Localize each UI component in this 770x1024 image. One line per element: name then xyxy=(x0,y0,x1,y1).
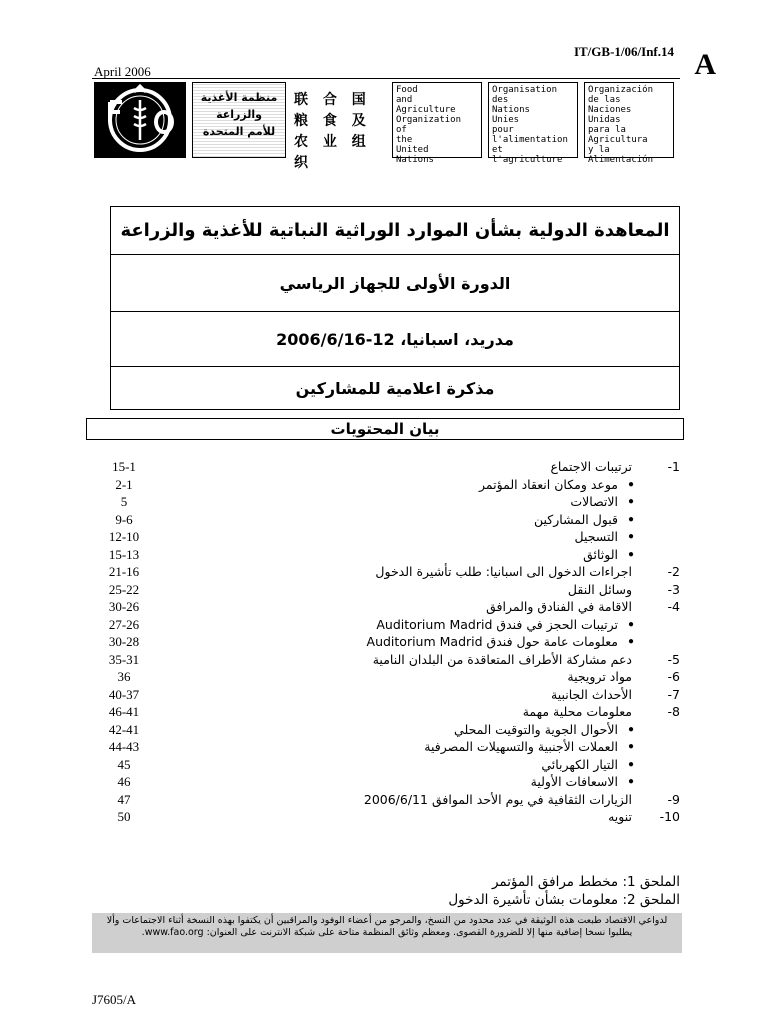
org-line: y la xyxy=(588,145,610,155)
org-line: United xyxy=(396,145,429,155)
toc-entry-title: الزيارات الثقافية في يوم الأحد الموافق 2006/6/11 xyxy=(363,791,632,807)
org-line: and xyxy=(396,95,413,105)
toc-entry xyxy=(0,616,770,633)
org-line: Food xyxy=(396,85,418,95)
toc-entry xyxy=(0,791,770,808)
org-line: Alimentación xyxy=(588,155,654,165)
toc-page-range: 21-16 xyxy=(108,564,140,579)
org-line: Agriculture xyxy=(396,105,456,115)
toc-page-range: 9-6 xyxy=(115,511,133,527)
chinese-org-name xyxy=(294,90,388,174)
toc-entry-title: مواد ترويجية xyxy=(567,669,632,684)
org-line: pour xyxy=(492,125,514,135)
toc-entry xyxy=(0,493,770,510)
toc-entry-title: الوثائق xyxy=(583,546,618,562)
toc-entry-number: -10 xyxy=(659,809,680,824)
toc-page-range: 46 xyxy=(117,774,131,789)
toc-entry-title: الأحداث الجانبية xyxy=(551,686,632,702)
header-rule xyxy=(92,78,680,79)
annex-2: الملحق 2: معلومات بشأن تأشيرة الدخول xyxy=(448,892,680,908)
arabic-org-line: للأمم المتحدة xyxy=(202,125,276,138)
org-line: Naciones xyxy=(588,105,632,115)
bullet-icon: ● xyxy=(627,636,634,647)
org-line: the xyxy=(396,135,413,145)
toc-entry-title: التسجيل xyxy=(574,529,618,544)
chinese-org-line: 农 业 组 织 xyxy=(294,134,371,171)
toc-entry-title: موعد ومكان انعقاد المؤتمر xyxy=(479,476,618,492)
toc-entry-number: -8 xyxy=(667,704,680,719)
toc-page-range: 15-1 xyxy=(112,459,136,474)
bullet-icon: ● xyxy=(627,723,634,735)
document-symbol: IT/GB-1/06/Inf.14 xyxy=(573,44,674,59)
bullet-icon: ● xyxy=(627,776,634,787)
toc-page-range: 36 xyxy=(117,669,131,684)
french-org-name xyxy=(488,82,578,165)
toc-entry-title: الاتصالات xyxy=(570,494,618,509)
toc-entry xyxy=(0,458,770,475)
bullet-icon: ● xyxy=(627,478,634,490)
toc-page-range: 46-41 xyxy=(108,704,140,719)
toc-entry xyxy=(0,668,770,685)
toc-page-range: 47 xyxy=(117,791,131,807)
toc-entry-title: الاقامة في الفنادق والمرافق xyxy=(486,599,632,614)
arabic-org-name xyxy=(192,82,286,158)
toc-entry xyxy=(0,651,770,668)
org-line: Unies xyxy=(492,115,520,125)
org-line: de las xyxy=(588,95,621,105)
toc-page-range: 45 xyxy=(117,756,131,772)
toc-entry xyxy=(0,686,770,703)
bullet-icon: ● xyxy=(627,548,634,560)
toc-page-range: 27-26 xyxy=(108,616,140,632)
fao-logo xyxy=(94,82,186,158)
org-line: Nations xyxy=(492,105,530,115)
org-line: Agricultura xyxy=(588,135,648,145)
toc-entry xyxy=(0,511,770,528)
toc-entry xyxy=(0,546,770,563)
toc-entry-number: -9 xyxy=(667,791,680,807)
org-line: l'alimentation xyxy=(492,135,568,145)
toc-entry xyxy=(0,738,770,755)
toc-page-range: 25-22 xyxy=(108,581,140,597)
toc-entry xyxy=(0,563,770,580)
org-line: Organisation xyxy=(492,85,558,95)
toc-entry xyxy=(0,756,770,773)
org-line: Organization xyxy=(396,115,462,125)
toc-entry-title: اجراءات الدخول الى اسبانيا: طلب تأشيرة الدخول xyxy=(375,564,632,579)
toc-page-range: 50 xyxy=(117,809,131,824)
english-org-name xyxy=(392,82,482,165)
org-line: para la xyxy=(588,125,626,135)
toc-entry xyxy=(0,581,770,598)
toc-entry-number: -6 xyxy=(667,669,680,684)
language-letter: A xyxy=(694,48,716,81)
spanish-org-name xyxy=(584,82,674,165)
toc-page-range: 30-28 xyxy=(108,634,140,649)
toc-entry-title: وسائل النقل xyxy=(567,581,632,597)
org-line: et xyxy=(492,145,503,155)
chinese-org-line: 粮 食 及 xyxy=(294,113,371,129)
toc-entry xyxy=(0,703,770,720)
toc-entry-title: ترتيبات الاجتماع xyxy=(550,459,632,474)
document-type: مذكرة اعلامية للمشاركين xyxy=(295,378,495,398)
toc-entry-number: -1 xyxy=(667,459,680,474)
bullet-icon: ● xyxy=(627,531,634,542)
bullet-icon: ● xyxy=(627,741,634,752)
toc-page-range: 2-1 xyxy=(115,476,133,492)
org-line: of xyxy=(396,125,407,135)
toc-entry-title: دعم مشاركة الأطراف المتعاقدة من البلدان النامية xyxy=(372,651,632,667)
toc-entry-number: -2 xyxy=(667,564,680,579)
toc-entry-title: ترتيبات الحجز في فندق Auditorium Madrid xyxy=(376,616,618,632)
document-date: April 2006 xyxy=(94,64,151,79)
toc-page-range: 12-10 xyxy=(108,529,140,544)
economy-printing-notice: لدواعي الاقتصاد طبعت هذه الوثيقة في عدد محدود من النسخ، والمرجو من أعضاء الوفود والمراقبين أن يكتفوا بهذه النسخة أثناء الاجتماعات وألا يطلبوا نسخا إضافية منها إلا للضرورة القصوى. ومعظم وثائق المنظمة متاحة على شبكة الانترنت على العنوان: www.fao.org. xyxy=(92,913,682,953)
toc-entry xyxy=(0,528,770,545)
toc-entry xyxy=(0,476,770,493)
toc-page-range: 30-26 xyxy=(108,599,140,614)
toc-entry-title: معلومات عامة حول فندق Auditorium Madrid xyxy=(366,634,618,649)
org-line: Organización xyxy=(588,85,654,95)
toc-entry-number: -5 xyxy=(667,651,680,667)
toc-page-range: 44-43 xyxy=(108,739,140,754)
contents-heading: بيان المحتويات xyxy=(86,418,684,440)
toc-entry-title: الأحوال الجوية والتوقيت المحلي xyxy=(454,721,618,737)
toc-entry-number: -4 xyxy=(667,599,680,614)
toc-page-range: 35-31 xyxy=(108,651,140,667)
arabic-org-line: والزراعة xyxy=(216,108,262,121)
session-title: الدورة الأولى للجهاز الرياسي xyxy=(111,255,679,312)
toc-page-range: 15-13 xyxy=(108,546,140,562)
toc-entry xyxy=(0,721,770,738)
title-table xyxy=(110,206,680,410)
toc-entry-number: -3 xyxy=(667,581,680,597)
org-line: Nations xyxy=(396,155,434,165)
arabic-org-line: منظمة الأغذية xyxy=(200,91,278,104)
bullet-icon: ● xyxy=(627,513,634,525)
toc-page-range: 5 xyxy=(120,494,128,509)
bullet-icon: ● xyxy=(627,496,634,507)
annex-1: الملحق 1: مخطط مرافق المؤتمر xyxy=(491,874,680,890)
toc-entry-title: الاسعافات الأولية xyxy=(530,774,618,789)
toc-entry-title: التيار الكهربائي xyxy=(541,756,618,772)
job-code: J7605/A xyxy=(92,992,137,1007)
venue-and-dates: مدريد، اسبانيا، 12-2006/6/16 xyxy=(111,312,679,367)
bullet-icon: ● xyxy=(627,758,634,770)
toc-page-range: 40-37 xyxy=(108,686,140,702)
treaty-title: المعاهدة الدولية بشأن الموارد الوراثية النباتية للأغذية والزراعة xyxy=(111,207,679,255)
toc-entry-title: معلومات محلية مهمة xyxy=(522,704,632,719)
org-line: des xyxy=(492,95,509,105)
toc-entry xyxy=(0,633,770,650)
toc-page-range: 42-41 xyxy=(108,721,140,737)
toc-entry-title: تنويه xyxy=(608,809,632,824)
toc-entry-title: العملات الأجنبية والتسهيلات المصرفية xyxy=(424,739,618,754)
toc-entry-title: قبول المشاركين xyxy=(533,511,618,527)
toc-entry-number: -7 xyxy=(667,686,680,702)
org-line: l'agriculture xyxy=(492,155,563,165)
bullet-icon: ● xyxy=(627,618,634,630)
chinese-org-line: 联 合 国 xyxy=(294,92,371,108)
toc-entry xyxy=(0,773,770,790)
toc-entry xyxy=(0,598,770,615)
toc-entry xyxy=(0,808,770,825)
org-line: Unidas xyxy=(588,115,621,125)
